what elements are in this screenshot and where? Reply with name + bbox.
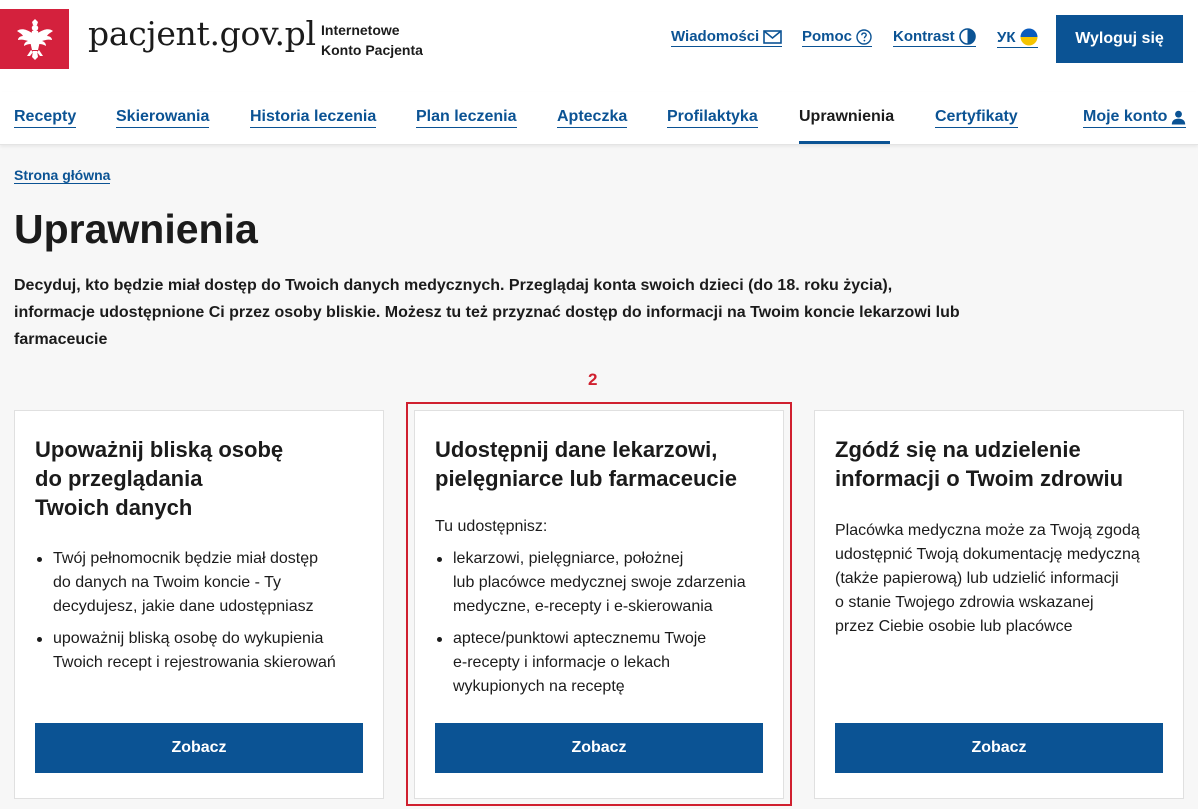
card-title-line: Udostępnij dane lekarzowi, <box>435 437 718 462</box>
see-button[interactable]: Zobacz <box>35 723 363 773</box>
card-title-line: informacji o Twoim zdrowiu <box>835 466 1124 491</box>
card-intro: Tu udostępnisz: <box>435 518 548 535</box>
list-item <box>35 547 336 619</box>
contrast-icon <box>959 28 976 45</box>
list-item-line: e-recepty i informacje o lekach <box>453 654 670 671</box>
nav-item-uprawnienia[interactable]: Uprawnienia <box>799 108 895 125</box>
main-navigation <box>0 92 1198 145</box>
see-button[interactable]: Zobacz <box>835 723 1163 773</box>
messages-label: Wiadomości <box>671 28 760 45</box>
list-item-line: do danych na Twoim koncie - Ty <box>53 574 281 591</box>
list-item <box>35 627 336 675</box>
logout-button[interactable]: Wyloguj się <box>1056 15 1183 63</box>
card-title <box>835 435 1123 493</box>
nav-item-profilaktyka[interactable]: Profilaktyka <box>667 108 758 128</box>
active-tab-indicator <box>799 141 890 144</box>
card-title <box>435 435 737 493</box>
card-bullet-list <box>35 547 336 683</box>
help-link[interactable] <box>802 28 872 47</box>
list-item <box>435 547 746 619</box>
card-authorize-person <box>14 410 384 799</box>
top-header <box>0 0 1198 92</box>
account-label: Moje konto <box>1083 108 1168 125</box>
list-item-line: Twoich recept i rejestrowania skierowań <box>53 654 336 671</box>
list-item-line: Twój pełnomocnik będzie miał dostęp <box>53 550 319 567</box>
ukraine-flag-icon <box>1020 28 1038 46</box>
eagle-icon <box>15 16 55 62</box>
list-item-line: wykupionych na receptę <box>453 678 625 695</box>
site-subtitle-line: Internetowe <box>321 22 400 38</box>
annotation-number: 2 <box>588 370 598 389</box>
card-bullet-list <box>435 547 746 707</box>
list-item-line: medyczne, e-recepty i e-skierowania <box>453 598 713 615</box>
see-button[interactable]: Zobacz <box>435 723 763 773</box>
card-title <box>35 435 283 522</box>
contrast-label: Kontrast <box>893 28 955 45</box>
question-circle-icon <box>856 29 872 45</box>
card-title-line: Zgódź się na udzielenie <box>835 437 1081 462</box>
list-item-line: lub placówce medycznej swoje zdarzenia <box>453 574 746 591</box>
card-title-line: pielęgniarce lub farmaceucie <box>435 466 738 491</box>
page-lead: Decyduj, kto będzie miał dostęp do Twoich danych medycznych. Przeglądaj konta swoich dzieci (do 18. roku życia), informacje udostępnione Ci przez osoby bliskie. Możesz tu też przyznać dostęp do informacji na Twoim koncie lekarzowi lub farmaceucie <box>14 277 960 348</box>
page-title: Uprawnienia <box>14 206 258 252</box>
user-icon <box>1171 110 1186 125</box>
nav-item-certyfikaty[interactable]: Certyfikaty <box>935 108 1018 128</box>
breadcrumb-home[interactable]: Strona główna <box>14 167 111 183</box>
paragraph-line: (także papierową) lub udzielić informacji <box>835 570 1119 587</box>
envelope-icon <box>763 30 782 44</box>
card-title-line: Twoich danych <box>35 495 193 520</box>
language-link[interactable] <box>997 28 1038 48</box>
nav-item-recepty[interactable]: Recepty <box>14 108 76 128</box>
card-health-info-consent <box>814 410 1184 799</box>
paragraph-line: o stanie Twojego zdrowia wskazanej <box>835 594 1094 611</box>
nav-item-plan-leczenia[interactable]: Plan leczenia <box>416 108 517 128</box>
contrast-link[interactable] <box>893 28 976 47</box>
list-item-line: lekarzowi, pielęgniarce, położnej <box>453 550 684 567</box>
nav-item-skierowania[interactable]: Skierowania <box>116 108 209 128</box>
paragraph-line: udostępnić Twoją dokumentację medyczną <box>835 546 1140 563</box>
paragraph-line: Placówka medyczna może za Twoją zgodą <box>835 522 1140 539</box>
card-paragraph <box>835 519 1140 639</box>
language-label: УК <box>997 28 1016 46</box>
site-subtitle <box>321 20 423 60</box>
card-share-with-doctor <box>414 410 784 799</box>
nav-item-moje-konto[interactable] <box>1083 108 1186 128</box>
site-subtitle-line: Konto Pacjenta <box>321 42 423 58</box>
paragraph-line: przez Ciebie osobie lub placówce <box>835 618 1073 635</box>
polish-eagle-emblem[interactable] <box>0 9 69 69</box>
list-item-line: decydujesz, jakie dane udostępniasz <box>53 598 314 615</box>
nav-item-apteczka[interactable]: Apteczka <box>557 108 627 128</box>
help-label: Pomoc <box>802 28 853 45</box>
card-title-line: Upoważnij bliską osobę <box>35 437 284 462</box>
list-item <box>435 627 746 699</box>
card-title-line: do przeglądania <box>35 466 203 491</box>
nav-item-historia-leczenia[interactable]: Historia leczenia <box>250 108 376 128</box>
messages-link[interactable] <box>671 28 782 47</box>
list-item-line: upoważnij bliską osobę do wykupienia <box>53 630 324 647</box>
site-brand[interactable]: pacjent.gov.pl <box>88 14 316 53</box>
list-item-line: aptece/punktowi aptecznemu Twoje <box>453 630 707 647</box>
